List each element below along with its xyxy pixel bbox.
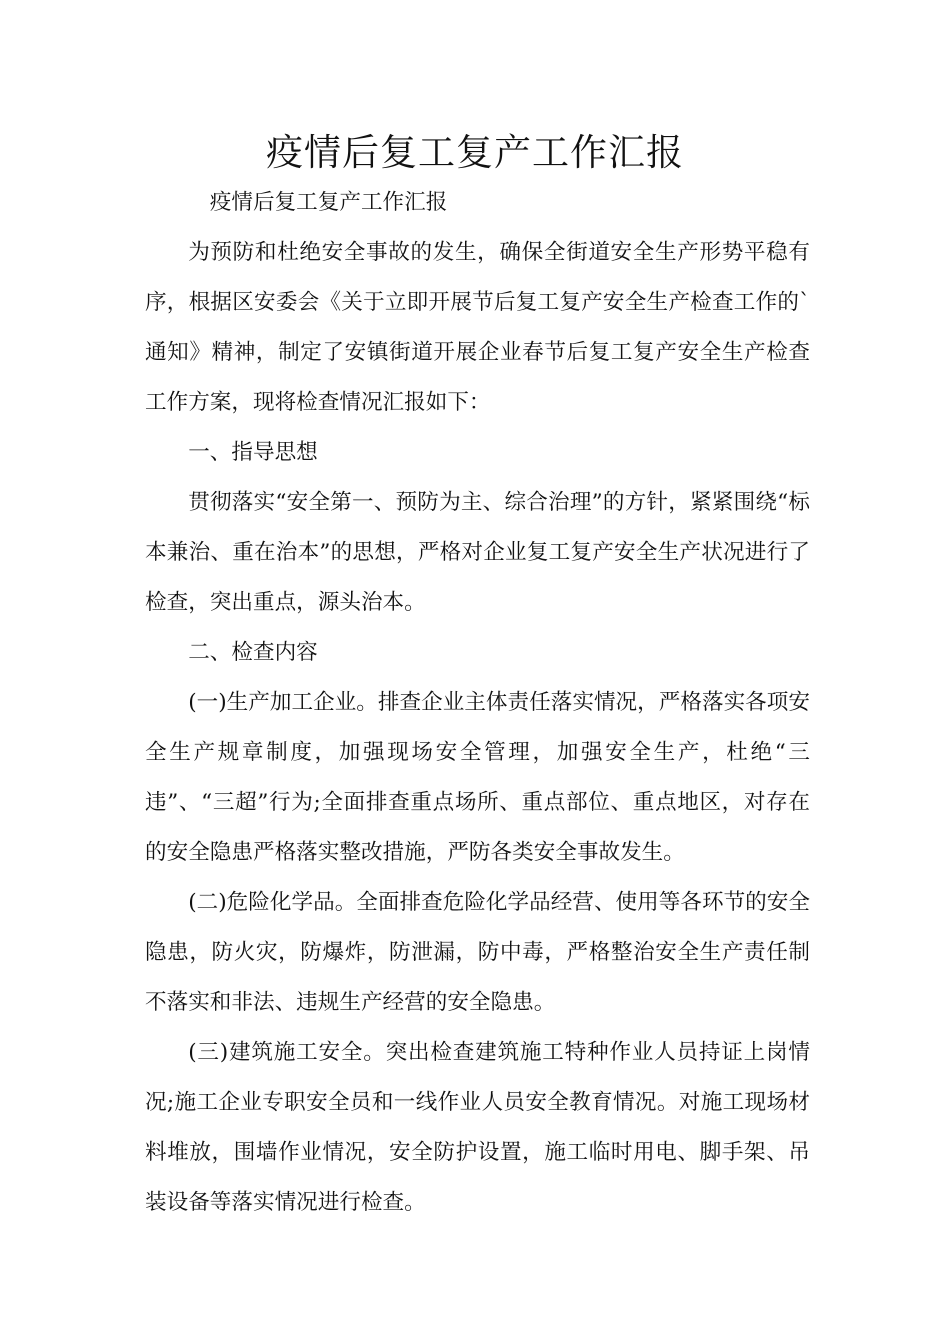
document-subtitle: 疫情后复工复产工作汇报 [209, 190, 448, 215]
section-heading-inspection-content: 二、检查内容 [188, 640, 318, 665]
document-title: 疫情后复工复产工作汇报 [266, 131, 684, 174]
paragraph-construction-safety: (三)建筑施工安全。突出检查建筑施工特种作业人员持证上岗情况;施工企业专职安全员和一线作业人员安全教育情况。对施工现场材料堆放，围墙作业情况，安全防护设置，施工临时用电、脚手架、吊装设备等落实情况进行检查。 [145, 1040, 810, 1215]
section-heading-guiding-principle: 一、指导思想 [188, 440, 318, 465]
paragraph-intro: 为预防和杜绝安全事故的发生，确保全街道安全生产形势平稳有序，根据区安委会《关于立即开展节后复工复产安全生产检查工作的`通知》精神，制定了安镇街道开展企业春节后复工复产安全生产检查工作方案，现将检查情况汇报如下： [145, 240, 810, 415]
document-body [145, 178, 810, 1228]
paragraph-hazardous-chemicals: (二)危险化学品。全面排查危险化学品经营、使用等各环节的安全隐患，防火灾，防爆炸，防泄漏，防中毒，严格整治安全生产责任制不落实和非法、违规生产经营的安全隐患。 [145, 890, 810, 1015]
paragraph-guiding-principle: 贯彻落实“安全第一、预防为主、综合治理”的方针，紧紧围绕“标本兼治、重在治本”的思想，严格对企业复工复产安全生产状况进行了检查，突出重点，源头治本。 [145, 490, 810, 615]
paragraph-production-enterprises: (一)生产加工企业。排查企业主体责任落实情况，严格落实各项安全生产规章制度，加强现场安全管理，加强安全生产，杜绝“三违”、“三超”行为;全面排查重点场所、重点部位、重点地区，对存在的安全隐患严格落实整改措施，严防各类安全事故发生。 [145, 690, 810, 865]
